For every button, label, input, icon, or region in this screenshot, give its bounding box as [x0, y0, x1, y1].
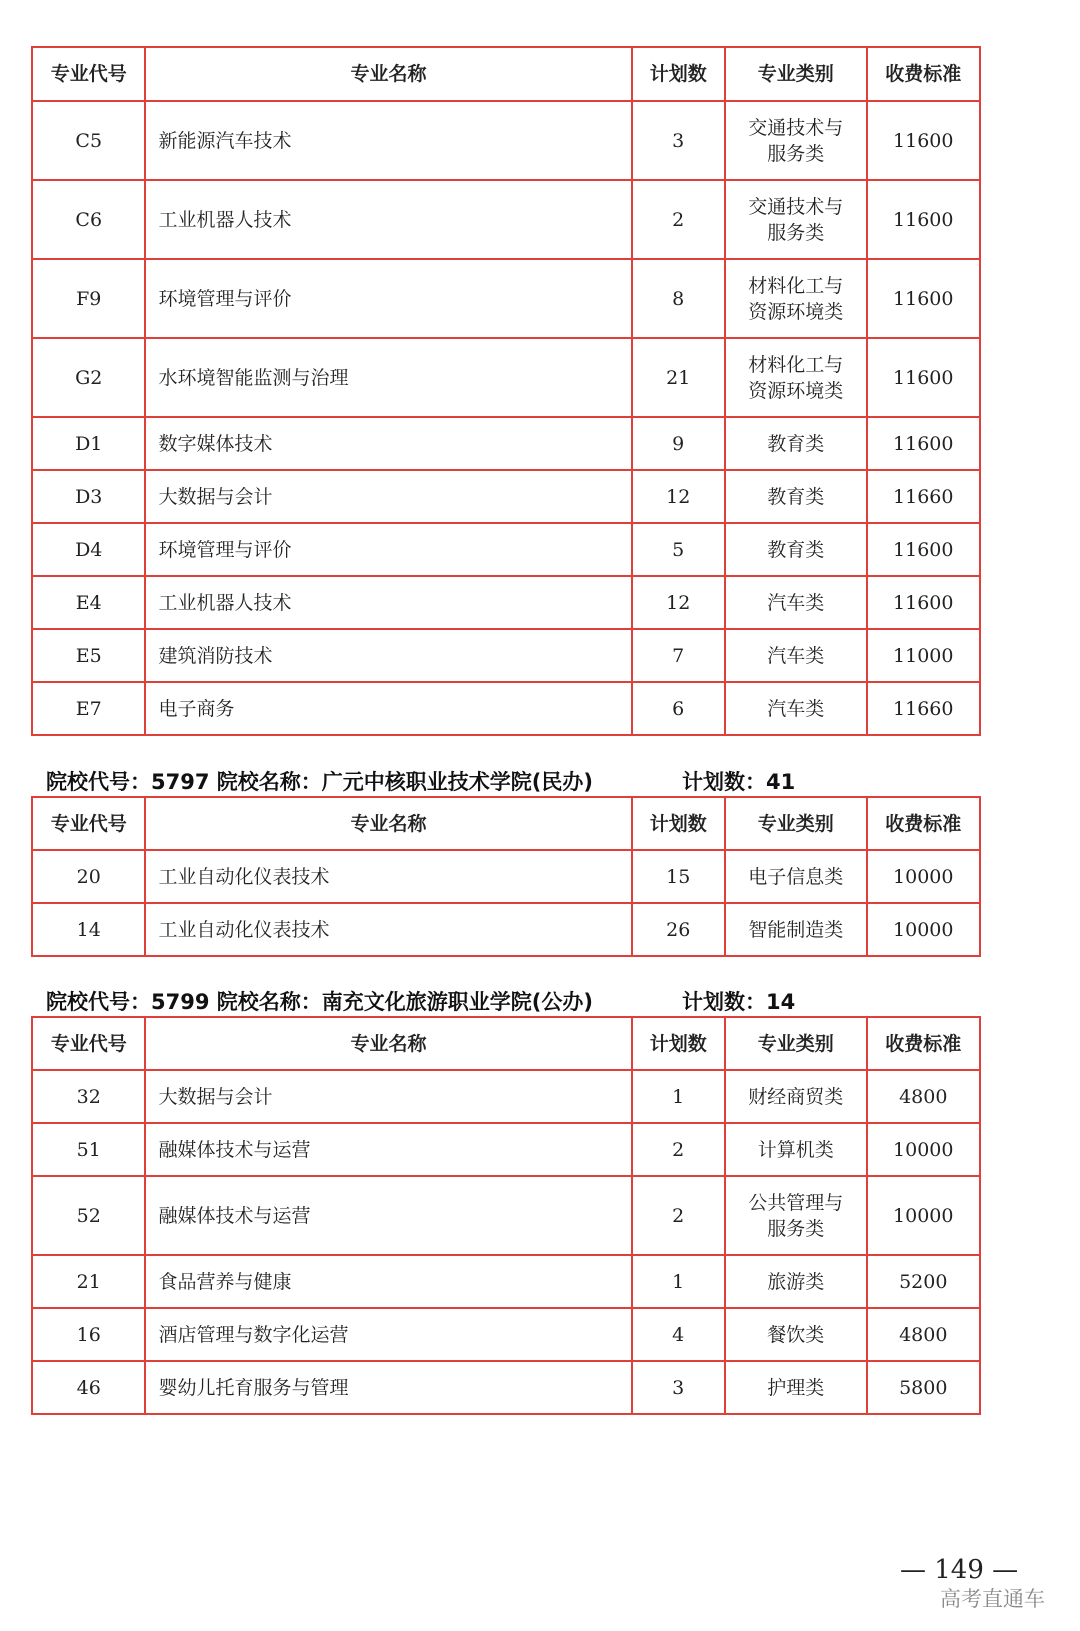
table-row [32, 1255, 980, 1308]
table-body [32, 1070, 980, 1414]
cell-fee: 11600 [867, 338, 981, 417]
header-plan: 计划数 [632, 47, 725, 101]
cell-category: 旅游类 [725, 1255, 867, 1308]
cell-category: 护理类 [725, 1361, 867, 1414]
cell-category: 电子信息类 [725, 850, 867, 903]
cell-code: 16 [32, 1308, 145, 1361]
cell-fee: 4800 [867, 1070, 981, 1123]
cell-name: 数字媒体技术 [145, 417, 631, 470]
cell-plan: 12 [632, 576, 725, 629]
table-row [32, 1070, 980, 1123]
table-row [32, 1361, 980, 1414]
cell-plan: 1 [632, 1070, 725, 1123]
cell-fee: 11600 [867, 417, 981, 470]
table-row [32, 259, 980, 338]
header-fee: 收费标准 [867, 797, 981, 850]
table-row [32, 1176, 980, 1255]
cell-code: 21 [32, 1255, 145, 1308]
cell-plan: 2 [632, 1123, 725, 1176]
header-fee: 收费标准 [867, 47, 981, 101]
cell-plan: 2 [632, 180, 725, 259]
table-body [32, 101, 980, 735]
cell-name: 环境管理与评价 [145, 523, 631, 576]
cell-code: 14 [32, 903, 145, 956]
cell-fee: 10000 [867, 1123, 981, 1176]
cell-category: 汽车类 [725, 576, 867, 629]
header-name: 专业名称 [145, 1017, 631, 1070]
cell-plan: 12 [632, 470, 725, 523]
cell-code: E5 [32, 629, 145, 682]
cell-fee: 5200 [867, 1255, 981, 1308]
cell-fee: 5800 [867, 1361, 981, 1414]
category-line: 材料化工与 [748, 353, 844, 376]
category-line: 资源环境类 [748, 379, 844, 402]
table-row [32, 576, 980, 629]
cell-name: 水环境智能监测与治理 [145, 338, 631, 417]
cell-code: 32 [32, 1070, 145, 1123]
table-header-row [32, 797, 980, 850]
cell-plan: 2 [632, 1176, 725, 1255]
major-table-2 [31, 796, 981, 957]
cell-code: E7 [32, 682, 145, 735]
cell-code: D3 [32, 470, 145, 523]
cell-category [725, 338, 867, 417]
table-row [32, 338, 980, 417]
category-line: 交通技术与 [748, 195, 844, 218]
cell-name: 融媒体技术与运营 [145, 1123, 631, 1176]
major-table-3 [31, 1016, 981, 1415]
cell-code: F9 [32, 259, 145, 338]
header-code: 专业代号 [32, 797, 145, 850]
cell-code: 51 [32, 1123, 145, 1176]
category-line: 服务类 [767, 1217, 825, 1240]
cell-category [725, 1176, 867, 1255]
header-category: 专业类别 [725, 797, 867, 850]
table-header-row [32, 47, 980, 101]
table-row [32, 682, 980, 735]
cell-name: 工业自动化仪表技术 [145, 850, 631, 903]
table-row [32, 417, 980, 470]
table-row [32, 903, 980, 956]
cell-code: 20 [32, 850, 145, 903]
major-table-1 [31, 46, 981, 736]
cell-name: 婴幼儿托育服务与管理 [145, 1361, 631, 1414]
cell-category: 教育类 [725, 523, 867, 576]
cell-category: 智能制造类 [725, 903, 867, 956]
school-info-text: 院校代号：5797 院校名称：广元中核职业技术学院(民办) [46, 770, 593, 794]
cell-plan: 5 [632, 523, 725, 576]
cell-category: 计算机类 [725, 1123, 867, 1176]
cell-code: 52 [32, 1176, 145, 1255]
cell-name: 电子商务 [145, 682, 631, 735]
school-info-line [46, 766, 796, 796]
cell-name: 环境管理与评价 [145, 259, 631, 338]
cell-category: 汽车类 [725, 629, 867, 682]
page-number: — 149 — [900, 1555, 1019, 1585]
school-info-line [46, 986, 796, 1016]
cell-fee: 11600 [867, 523, 981, 576]
school-info-text: 院校代号：5799 院校名称：南充文化旅游职业学院(公办) [46, 990, 593, 1014]
cell-plan: 4 [632, 1308, 725, 1361]
category-line: 材料化工与 [748, 274, 844, 297]
cell-category: 教育类 [725, 417, 867, 470]
watermark-text: 高考直通车 [940, 1587, 1045, 1611]
cell-name: 新能源汽车技术 [145, 101, 631, 180]
cell-code: C5 [32, 101, 145, 180]
cell-category [725, 180, 867, 259]
table-row [32, 180, 980, 259]
cell-fee: 10000 [867, 903, 981, 956]
cell-name: 大数据与会计 [145, 470, 631, 523]
category-line: 公共管理与 [748, 1191, 844, 1214]
cell-name: 大数据与会计 [145, 1070, 631, 1123]
cell-category: 餐饮类 [725, 1308, 867, 1361]
table-body [32, 850, 980, 956]
cell-name: 工业机器人技术 [145, 180, 631, 259]
cell-plan: 1 [632, 1255, 725, 1308]
header-plan: 计划数 [632, 1017, 725, 1070]
cell-category: 财经商贸类 [725, 1070, 867, 1123]
school-plan-count: 计划数：14 [682, 990, 796, 1014]
table-row [32, 1308, 980, 1361]
cell-plan: 21 [632, 338, 725, 417]
header-fee: 收费标准 [867, 1017, 981, 1070]
table-row [32, 470, 980, 523]
cell-name: 建筑消防技术 [145, 629, 631, 682]
cell-code: G2 [32, 338, 145, 417]
cell-code: D1 [32, 417, 145, 470]
cell-name: 工业自动化仪表技术 [145, 903, 631, 956]
header-name: 专业名称 [145, 47, 631, 101]
cell-fee: 4800 [867, 1308, 981, 1361]
cell-fee: 11600 [867, 180, 981, 259]
cell-fee: 11660 [867, 470, 981, 523]
table-header-row [32, 1017, 980, 1070]
header-category: 专业类别 [725, 1017, 867, 1070]
school-plan-count: 计划数：41 [682, 770, 796, 794]
cell-fee: 11600 [867, 576, 981, 629]
cell-plan: 3 [632, 101, 725, 180]
cell-category [725, 101, 867, 180]
cell-category: 教育类 [725, 470, 867, 523]
cell-fee: 10000 [867, 1176, 981, 1255]
category-line: 交通技术与 [748, 116, 844, 139]
category-line: 服务类 [767, 221, 825, 244]
category-line: 资源环境类 [748, 300, 844, 323]
cell-code: D4 [32, 523, 145, 576]
cell-name: 工业机器人技术 [145, 576, 631, 629]
cell-code: E4 [32, 576, 145, 629]
table-row [32, 629, 980, 682]
cell-fee: 11660 [867, 682, 981, 735]
header-code: 专业代号 [32, 1017, 145, 1070]
cell-plan: 8 [632, 259, 725, 338]
cell-name: 酒店管理与数字化运营 [145, 1308, 631, 1361]
cell-plan: 9 [632, 417, 725, 470]
table-row [32, 523, 980, 576]
cell-fee: 11000 [867, 629, 981, 682]
header-category: 专业类别 [725, 47, 867, 101]
header-name: 专业名称 [145, 797, 631, 850]
cell-plan: 6 [632, 682, 725, 735]
cell-plan: 15 [632, 850, 725, 903]
table-row [32, 101, 980, 180]
cell-fee: 11600 [867, 259, 981, 338]
cell-category [725, 259, 867, 338]
cell-category: 汽车类 [725, 682, 867, 735]
cell-code: C6 [32, 180, 145, 259]
cell-plan: 7 [632, 629, 725, 682]
cell-code: 46 [32, 1361, 145, 1414]
table-row [32, 850, 980, 903]
cell-fee: 11600 [867, 101, 981, 180]
cell-name: 食品营养与健康 [145, 1255, 631, 1308]
cell-fee: 10000 [867, 850, 981, 903]
cell-name: 融媒体技术与运营 [145, 1176, 631, 1255]
header-code: 专业代号 [32, 47, 145, 101]
cell-plan: 3 [632, 1361, 725, 1414]
table-row [32, 1123, 980, 1176]
category-line: 服务类 [767, 142, 825, 165]
header-plan: 计划数 [632, 797, 725, 850]
cell-plan: 26 [632, 903, 725, 956]
